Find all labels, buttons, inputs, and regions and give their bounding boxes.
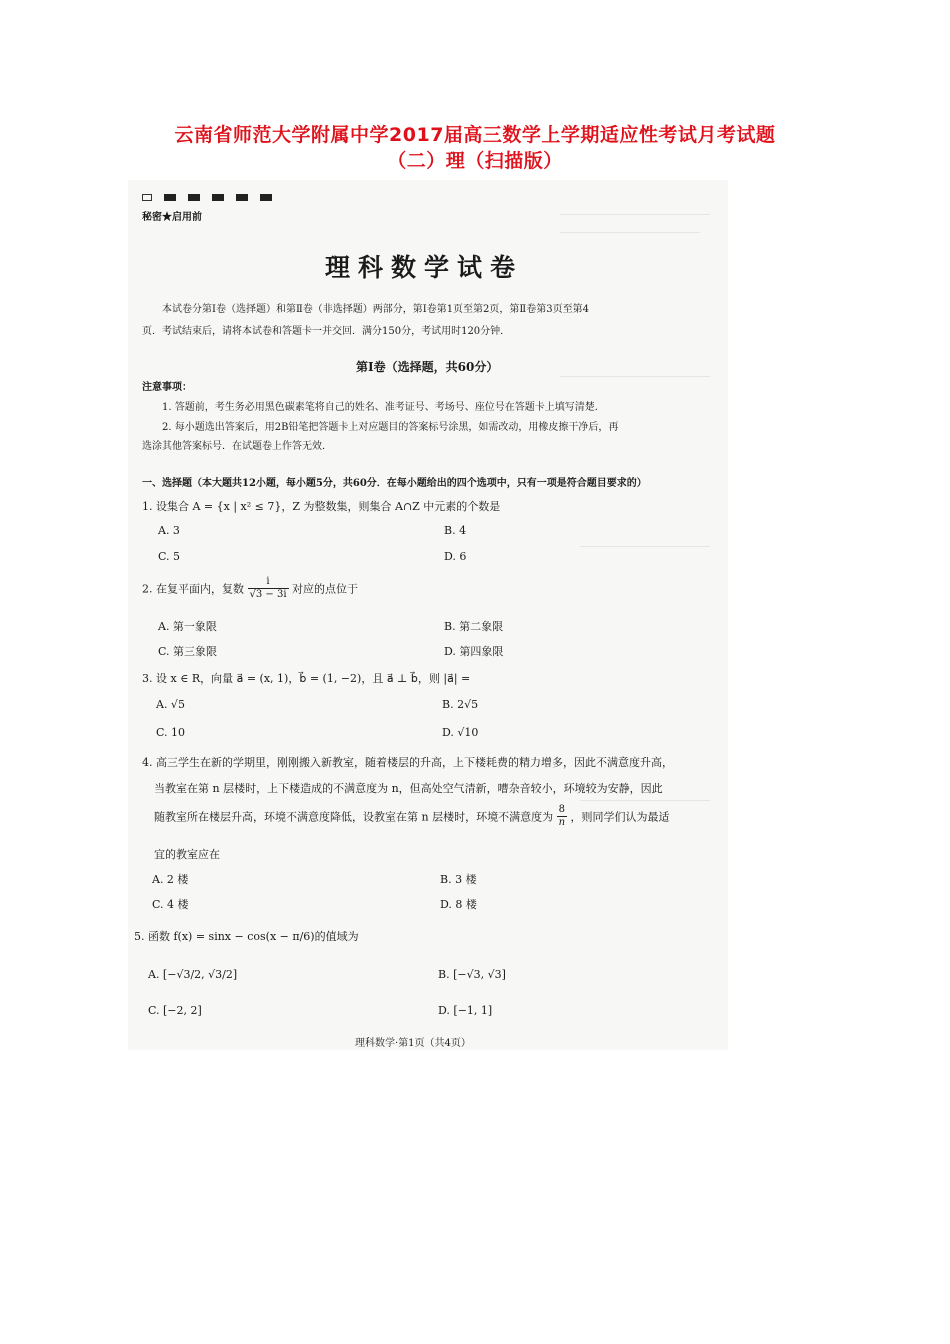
q2-text-post: 对应的点位于 [292, 582, 359, 596]
confidential-label: 秘密★启用前 [142, 212, 202, 223]
q3-option-b: B. 2√5 [442, 698, 479, 711]
q3-option-a: A. √5 [156, 698, 185, 711]
q2-option-b: B. 第二象限 [444, 620, 504, 633]
notice-heading: 注意事项： [142, 382, 192, 393]
q2-option-c: C. 第三象限 [158, 645, 218, 658]
question-4-line2: 当教室在第 n 层楼时，上下楼造成的不满意度为 n，但高处空气清新，嘈杂音较小，环境较为安静，因此 [154, 782, 663, 795]
q3-option-c: C. 10 [156, 726, 186, 739]
q2-numerator: i [248, 576, 289, 589]
question-4-line1: 4. 高三学生在新的学期里，刚刚搬入新教室，随着楼层的升高，上下楼耗费的精力增多，因此不满意度升高， [142, 756, 673, 769]
document-title-line2: （二）理（扫描版） [387, 150, 563, 172]
q5-option-c: C. [−2, 2] [148, 1004, 202, 1017]
question-1: 1. 设集合 A = {x | x² ≤ 7}，Z 为整数集，则集合 A∩Z 中元素的个数是 [142, 500, 501, 513]
q5-option-d: D. [−1, 1] [438, 1004, 493, 1017]
scan-bleed-line [580, 800, 710, 801]
q4-numerator: 8 [557, 804, 567, 817]
q5-text-post: 的值域为 [314, 930, 359, 943]
notice-item-2b: 选涂其他答案标号．在试题卷上作答无效． [142, 441, 332, 452]
q1-option-c: C. 5 [158, 550, 181, 563]
q3-option-d: D. √10 [442, 726, 479, 739]
q4-text-post: ，则同学们认为最适 [570, 810, 670, 824]
page-footer: 理科数学·第1页（共4页） [355, 1038, 471, 1049]
q2-text-pre: 2. 在复平面内，复数 [142, 582, 244, 596]
q2-fraction [248, 576, 289, 601]
scan-bleed-line [560, 232, 700, 233]
header-marks [142, 186, 284, 205]
document-title-line1: 云南省师范大学附属中学2017届高三数学上学期适应性考试月考试题 [174, 124, 776, 146]
q5-option-a: A. [−√3/2, √3/2] [148, 968, 238, 981]
q4-fraction [557, 804, 567, 829]
notice-item-1: 1. 答题前，考生务必用黑色碳素笔将自己的姓名、准考证号、考场号、座位号在答题卡上填写清楚． [162, 402, 605, 413]
q5-paren-expr: (x − π/6) [265, 930, 315, 943]
intro-line2: 页．考试结束后，请将本试卷和答题卡一并交回．满分150分，考试用时120分钟． [142, 326, 511, 337]
scan-bleed-line [560, 214, 710, 215]
q2-option-d: D. 第四象限 [444, 645, 504, 658]
part1-heading: 第Ⅰ卷（选择题，共60分） [356, 360, 499, 374]
q5-text-pre: 5. 函数 f(x) = sinx − cos [134, 930, 266, 943]
notice-item-2a: 2. 每小题选出答案后，用2B铅笔把答题卡上对应题目的答案标号涂黑，如需改动，用橡皮擦干净后，再 [162, 422, 619, 433]
q1-option-a: A. 3 [158, 524, 180, 537]
q4-denominator: n [558, 817, 566, 828]
q2-denominator: √3 − 3i [249, 589, 287, 600]
q4-option-b: B. 3 楼 [440, 873, 477, 886]
q1-option-b: B. 4 [444, 524, 467, 537]
q2-option-a: A. 第一象限 [158, 620, 217, 633]
q4-option-a: A. 2 楼 [152, 873, 189, 886]
q1-option-d: D. 6 [444, 550, 467, 563]
question-3: 3. 设 x ∈ R，向量 a⃗ = (x, 1)，b⃗ = (1, −2)，且 a⃗ ⊥ b⃗，则 |a⃗| = [142, 672, 471, 685]
question-4-line4: 宜的教室应在 [154, 848, 220, 861]
q4-text-pre: 随教室所在楼层升高，环境不满意度降低，设教室在第 n 层楼时，环境不满意度为 [154, 810, 554, 824]
question-4-line3 [154, 804, 670, 829]
section1-heading: 一、选择题（本大题共12小题，每小题5分，共60分．在每小题给出的四个选项中，只有一项是符合题目要求的） [142, 478, 647, 489]
q5-option-b: B. [−√3, √3] [438, 968, 506, 981]
q4-option-d: D. 8 楼 [440, 898, 477, 911]
question-2 [142, 576, 358, 601]
q4-option-c: C. 4 楼 [152, 898, 189, 911]
intro-line1: 本试卷分第Ⅰ卷（选择题）和第Ⅱ卷（非选择题）两部分，第Ⅰ卷第1页至第2页，第Ⅱ卷第3页至第4 [162, 304, 589, 315]
scan-bleed-line [560, 376, 710, 377]
scan-bleed-line [580, 546, 710, 547]
exam-title: 理科数学试卷 [325, 253, 524, 282]
question-5 [134, 928, 359, 944]
